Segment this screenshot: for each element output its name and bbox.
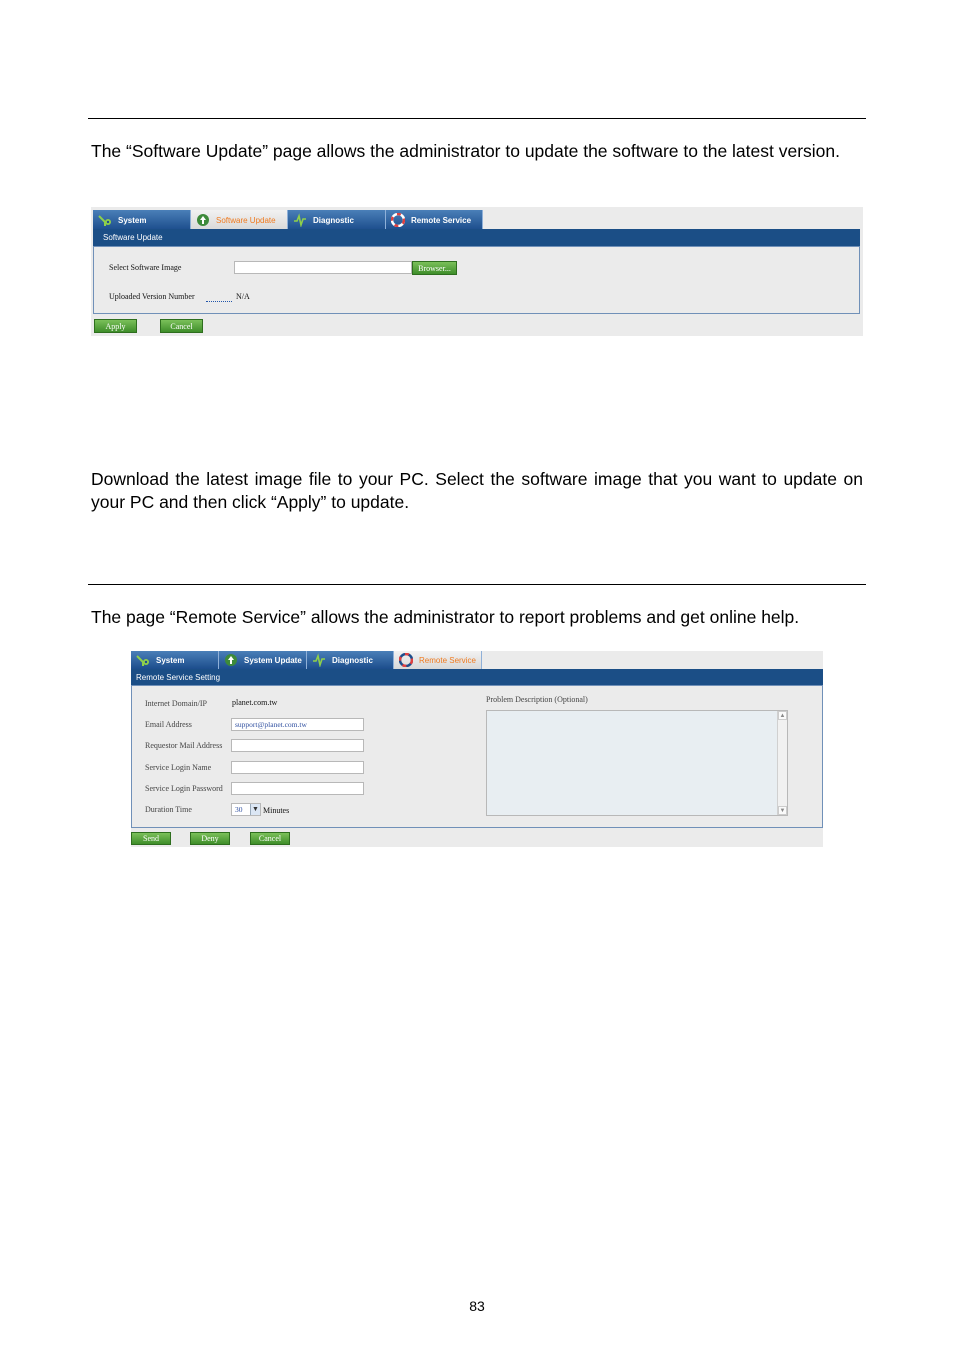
remote-service-screenshot [131,651,823,847]
tab-diagnostic[interactable] [307,651,394,669]
tab-diagnostic[interactable] [288,210,386,230]
tab-label: System [156,655,185,665]
system-icon [98,213,112,227]
tab-label: System Update [244,655,302,665]
problem-description-label: Problem Description (Optional) [486,695,588,704]
system-icon [136,653,150,667]
panel-body [93,246,860,314]
duration-label: Duration Time [145,805,192,814]
system-update-icon [224,653,238,667]
tab-bar [131,651,482,671]
tab-system-update[interactable] [219,651,307,669]
panel-body [131,685,823,828]
software-image-field[interactable] [234,261,412,274]
cancel-button[interactable]: Cancel [250,832,290,845]
login-password-label: Service Login Password [145,784,223,793]
browse-button[interactable]: Browser... [412,261,457,275]
software-update-screenshot [91,207,863,336]
problem-description-textarea[interactable] [486,710,788,816]
tab-system[interactable] [131,651,219,669]
requestor-field[interactable] [231,739,364,752]
deny-button[interactable]: Deny [190,832,230,845]
tab-bar [93,210,483,230]
panel-title-bar [93,229,860,246]
panel-title: Software Update [103,233,163,242]
tab-system[interactable] [93,210,191,230]
duration-select[interactable] [231,803,261,816]
login-name-label: Service Login Name [145,763,212,772]
diagnostic-icon [293,213,307,227]
panel-title: Remote Service Setting [136,672,221,682]
tab-label: Diagnostic [332,655,373,665]
remote-service-icon [391,213,405,227]
remote-service-icon [399,653,413,667]
send-button[interactable]: Send [131,832,171,845]
scroll-down-icon[interactable]: ▼ [779,808,786,814]
tab-remote-service[interactable] [386,210,483,230]
select-image-label: Select Software Image [109,263,182,272]
section-divider-middle [88,584,866,585]
login-name-field[interactable] [231,761,364,774]
scroll-up-icon[interactable]: ▲ [779,713,786,719]
domain-label: Internet Domain/IP [145,699,207,708]
remote-service-intro: The page “Remote Service” allows the administrator to report problems and get online help. [91,607,800,627]
tab-label: Software Update [216,215,276,225]
version-value: N/A [236,292,250,301]
tab-remote-service[interactable] [394,651,482,669]
tab-label: Remote Service [419,655,476,665]
requestor-label: Requestor Mail Address [145,741,223,750]
duration-value: 30 [235,805,243,814]
tab-label: Diagnostic [313,215,354,225]
email-field[interactable]: support@planet.com.tw [231,718,364,731]
tab-label: System [118,215,147,225]
software-update-icon [196,213,210,227]
software-update-instructions: Download the latest image file to your PC. Select the software image that you want to update on your PC and then click “Apply” to update. [91,469,863,512]
apply-button[interactable]: Apply [94,319,137,333]
software-update-intro: The “Software Update” page allows the administrator to update the software to the latest version. [91,141,841,161]
diagnostic-icon [312,653,326,667]
cancel-button[interactable]: Cancel [160,319,203,333]
panel-title-bar [131,669,823,685]
email-label: Email Address [145,720,192,729]
section-divider-top [88,118,866,119]
dotted-leader [206,301,232,302]
page-number: 83 [469,1298,485,1314]
tab-label: Remote Service [411,215,472,225]
login-password-field[interactable] [231,782,364,795]
version-label: Uploaded Version Number [109,292,195,301]
scrollbar[interactable] [777,711,787,815]
chevron-down-icon[interactable]: ▼ [250,804,260,815]
domain-value: planet.com.tw [232,698,278,707]
duration-unit: Minutes [263,806,290,815]
tab-software-update[interactable] [191,210,288,230]
